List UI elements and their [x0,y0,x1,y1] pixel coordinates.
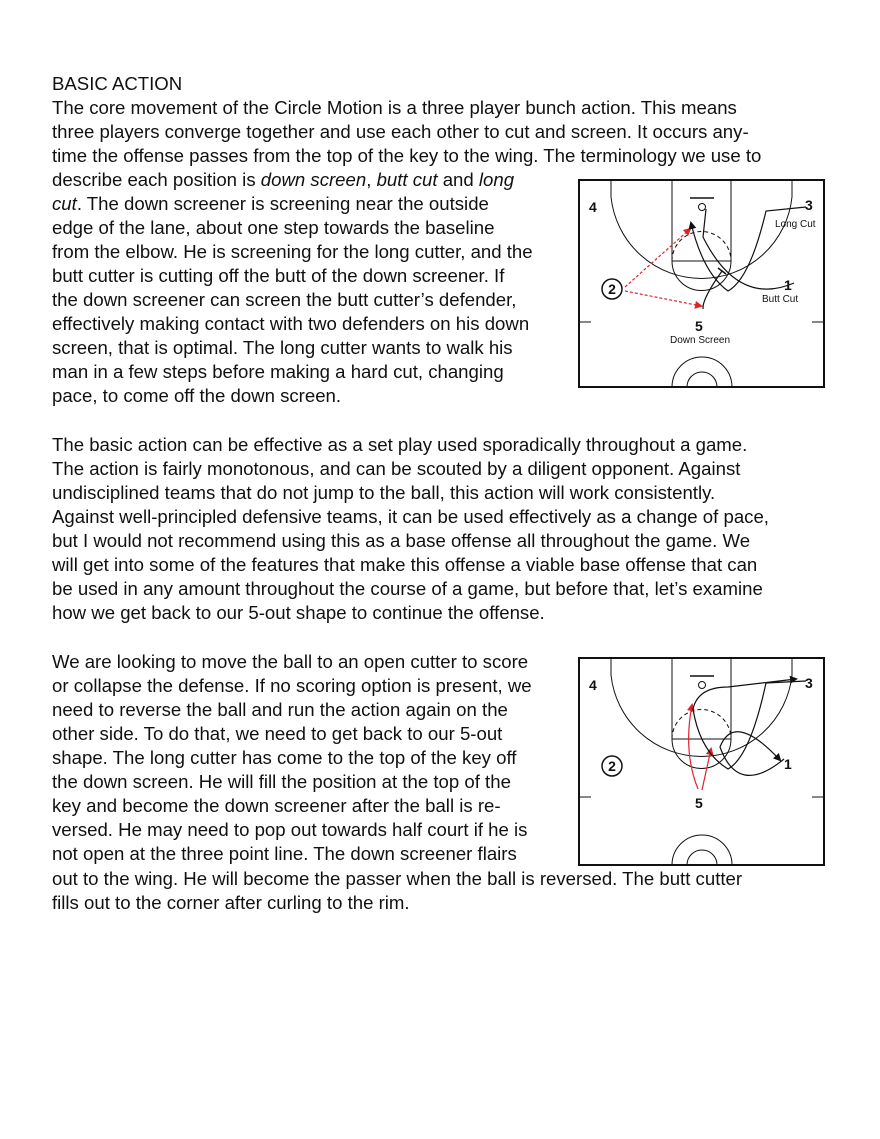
player-5: 5 [695,795,703,811]
text-line: We are looking to move the ball to an open cutter to score [52,651,529,672]
pass-arrow [625,229,690,287]
player-3: 3 [805,675,813,691]
text-line: three players converge together and use each other to cut and screen. It occurs any- [52,121,749,142]
text-line: edge of the lane, about one step towards the baseline [52,217,495,238]
text-line: versed. He may need to pop out towards half court if he is [52,819,528,840]
text-line: or collapse the defense. If no scoring option is present, we [52,675,532,696]
italic-term-cut: cut [52,193,77,214]
three-point-line [611,658,792,756]
player-4: 4 [589,677,597,693]
section-heading: BASIC ACTION [52,73,183,94]
text-line: fills out to the corner after curling to the rim. [52,892,410,913]
text-run: . The down screener is screening near the outside [76,193,489,214]
text-line: other side. To do that, we need to get back to our 5-out [52,723,503,744]
text-line: need to reverse the ball and run the action again on the [52,699,508,720]
italic-term-long: long [478,169,515,190]
text-line: butt cutter is cutting off the butt of the down screener. If [52,265,505,286]
rim [699,204,706,211]
text-line: how we get back to our 5-out shape to continue the offense. [52,602,545,623]
court-svg [578,179,825,388]
text-line: The basic action can be effective as a set play used sporadically throughout a game. [52,434,748,455]
free-throw-circle-dashed [672,710,731,739]
lane [672,180,731,261]
rim [699,682,706,689]
text-line: The action is fairly monotonous, and can be scouted by a diligent opponent. Against [52,458,741,479]
text-line: undisciplined teams that do not jump to the ball, this action will work consistently. [52,482,716,503]
text-line: man in a few steps before making a hard cut, changing [52,361,504,382]
text-line: screen, that is optimal. The long cutter wants to walk his [52,337,513,358]
player-5: 5 [695,318,703,334]
text-line: pace, to come off the down screen. [52,385,342,406]
center-circle-inner [687,372,717,387]
text-line: not open at the three point line. The down screener flairs [52,843,517,864]
text-line: effectively making contact with two defenders on his down [52,313,530,334]
pop-out-arrow [689,705,698,789]
text-run: and [437,169,479,190]
long-cut-label: Long Cut [775,219,816,230]
player-2: 2 [608,758,616,774]
court-diagram-reset [578,657,825,866]
three-point-line [611,180,792,278]
butt-cut-label: Butt Cut [762,294,799,305]
lane [672,658,731,739]
center-circle-inner [687,850,717,865]
text-line [52,168,514,192]
court-svg [578,657,825,866]
butt-cutter-fill-path [720,732,784,776]
italic-term-butt-cut: butt cut [376,169,438,190]
flair-arrow [702,749,711,790]
text-line [52,192,489,216]
text-line: from the elbow. He is screening for the long cutter, and the [52,241,533,262]
player-1: 1 [784,756,792,772]
text-line: key and become the down screener after the ball is re- [52,795,501,816]
player-3: 3 [805,197,813,213]
text-run: describe each position is [52,169,261,190]
text-run: , [366,169,377,190]
court-diagram-basic-action [578,179,825,388]
text-line: The core movement of the Circle Motion is a three player bunch action. This means [52,97,737,118]
player-4: 4 [589,199,597,215]
italic-term-down-screen: down screen [260,169,367,190]
player-1: 1 [784,277,792,293]
text-line: but I would not recommend using this as a base offense all throughout the game. We [52,530,751,551]
text-line: the down screen. He will fill the position at the top of the [52,771,511,792]
pass-arrow [625,291,701,306]
text-line: time the offense passes from the top of the key to the wing. The terminology we use to [52,145,762,166]
text-line: out to the wing. He will become the passer when the ball is reversed. The butt cutter [52,868,743,889]
text-line: will get into some of the features that make this offense a viable base offense that can [52,554,758,575]
text-line: be used in any amount throughout the course of a game, but before that, let’s examine [52,578,763,599]
down-screen-label: Down Screen [670,335,731,346]
text-line: the down screener can screen the butt cutter’s defender, [52,289,517,310]
text-line: shape. The long cutter has come to the top of the key off [52,747,517,768]
text-line: Against well-principled defensive teams, it can be used effectively as a change of pace, [52,506,769,527]
player-2: 2 [608,281,616,297]
